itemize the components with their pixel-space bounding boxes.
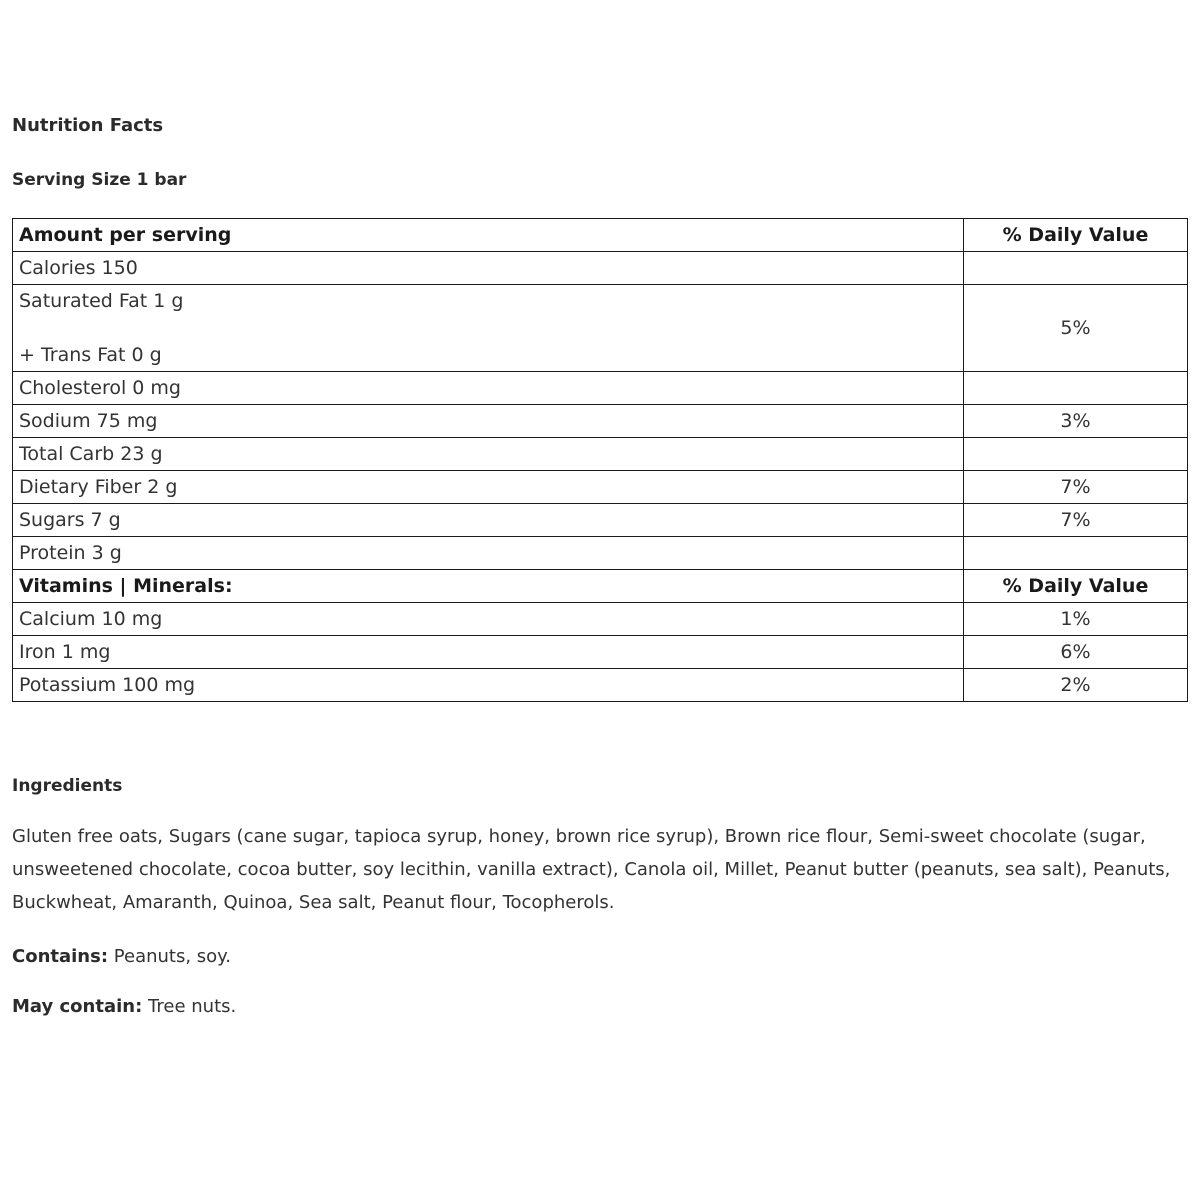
sodium-label: Sodium 75 mg: [13, 405, 964, 438]
serving-size: Serving Size 1 bar: [12, 170, 187, 190]
table-row: [13, 504, 1188, 537]
protein-dv: [964, 537, 1188, 570]
vitamins-header-row: [13, 570, 1188, 603]
may-contain-label: May contain:: [12, 996, 143, 1017]
total-carb-dv: [964, 438, 1188, 471]
table-row: [13, 603, 1188, 636]
table-row: [13, 537, 1188, 570]
nutrition-facts-table: [12, 218, 1188, 702]
dietary-fiber-label: Dietary Fiber 2 g: [13, 471, 964, 504]
sodium-dv: 3%: [964, 405, 1188, 438]
protein-label: Protein 3 g: [13, 537, 964, 570]
sugars-dv: 7%: [964, 504, 1188, 537]
saturated-fat-label: Saturated Fat 1 g: [19, 290, 184, 312]
calories-dv: [964, 252, 1188, 285]
sugars-label: Sugars 7 g: [13, 504, 964, 537]
may-contain-line: [12, 968, 1188, 1018]
cholesterol-label: Cholesterol 0 mg: [13, 372, 964, 405]
calcium-dv: 1%: [964, 603, 1188, 636]
calories-label: Calories 150: [13, 252, 964, 285]
vitamins-daily-value-header: % Daily Value: [964, 570, 1188, 603]
cholesterol-dv: [964, 372, 1188, 405]
ingredients-heading: Ingredients: [12, 776, 123, 796]
potassium-label: Potassium 100 mg: [13, 669, 964, 702]
total-carb-label: Total Carb 23 g: [13, 438, 964, 471]
table-row: [13, 405, 1188, 438]
dietary-fiber-dv: 7%: [964, 471, 1188, 504]
contains-label: Contains:: [12, 946, 109, 967]
iron-label: Iron 1 mg: [13, 636, 964, 669]
table-row: [13, 471, 1188, 504]
contains-line: [12, 919, 1188, 968]
vitamins-minerals-header: Vitamins | Minerals:: [13, 570, 964, 603]
may-contain-value: Tree nuts.: [148, 996, 237, 1017]
table-row: [13, 438, 1188, 471]
iron-dv: 6%: [964, 636, 1188, 669]
table-header-row: [13, 219, 1188, 252]
calcium-label: Calcium 10 mg: [13, 603, 964, 636]
ingredients-body: Gluten free oats, Sugars (cane sugar, tapioca syrup, honey, brown rice syrup), Brown rice flour, Semi-sweet chocolate (sugar, unsweetened chocolate, cocoa butter, soy lecithin, vanilla extract), Canola oil, Millet, Peanut butter (peanuts, sea salt), Peanuts, Buckwheat, Amaranth, Quinoa, Sea salt, Peanut flour, Tocopherols.: [12, 826, 1171, 913]
table-row: [13, 285, 1188, 372]
trans-fat-label: + Trans Fat 0 g: [19, 344, 162, 366]
table-row: [13, 372, 1188, 405]
table-row: [13, 669, 1188, 702]
contains-value: Peanuts, soy.: [113, 946, 231, 967]
daily-value-header: % Daily Value: [964, 219, 1188, 252]
fat-label-cell: [13, 285, 964, 372]
table-row: [13, 636, 1188, 669]
table-row: [13, 252, 1188, 285]
amount-per-serving-header: Amount per serving: [13, 219, 964, 252]
page-title: Nutrition Facts: [12, 115, 164, 136]
potassium-dv: 2%: [964, 669, 1188, 702]
fat-dv: 5%: [964, 285, 1188, 372]
